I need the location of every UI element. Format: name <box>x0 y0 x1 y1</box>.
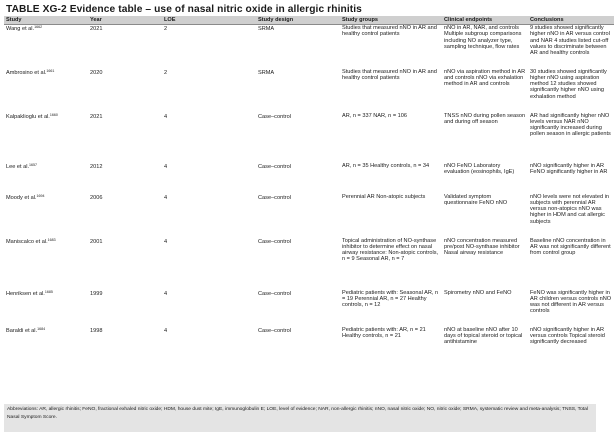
table-row <box>4 163 614 194</box>
study-design-cell: Case–control <box>258 290 291 297</box>
table-row <box>4 113 614 163</box>
loe-cell: 4 <box>164 163 168 170</box>
column-header-loe: LOE <box>162 16 256 25</box>
clinical-endpoints-cell: TNSS nNO during pollen season and during off season <box>444 112 526 125</box>
loe-cell: 4 <box>164 194 168 201</box>
table-title: TABLE XG-2 Evidence table – use of nasal nitric oxide in allergic rhinitis <box>6 4 362 15</box>
conclusions-cell: AR had significantly higher nNO levels versus NAR nNO significantly increased during pollen season in allergic patients <box>530 112 611 138</box>
study-cell <box>4 69 88 113</box>
table-row <box>4 194 614 238</box>
study-design-cell: Case–control <box>258 163 291 170</box>
study-groups-cell: Studies that measured nNO in AR and healthy control patients <box>342 25 437 38</box>
study-author: Henriksen et al. <box>6 290 45 297</box>
loe-cell: 2 <box>164 69 168 76</box>
table-header-row <box>4 16 614 25</box>
clinical-endpoints-cell: nNO at baseline nNO after 10 days of topical steroid or topical antihistamine <box>444 326 523 346</box>
year-cell: 2001 <box>90 238 103 245</box>
study-groups-cell: AR, n = 337 NAR, n = 106 <box>342 112 407 119</box>
study-cell <box>4 238 88 290</box>
study-cell <box>4 290 88 327</box>
year-cell: 2021 <box>90 26 103 32</box>
year-cell: 2021 <box>90 113 103 120</box>
study-reference: 1694 <box>36 193 45 198</box>
column-header-study: Study <box>4 16 88 25</box>
study-cell <box>4 194 88 238</box>
study-author: Lee et al. <box>6 163 30 170</box>
conclusions-cell: nNO significantly higher in AR versus controls Topical steroid significantly decreased <box>530 326 605 346</box>
clinical-endpoints-cell: nNO in AR, NAR, and controls Multiple subgroup comparisons including NO analyzer type, sampling technique, flow rates <box>444 25 522 50</box>
table-row <box>4 290 614 327</box>
study-groups-cell: Studies that measured nNO in AR and healthy control patients <box>342 68 437 81</box>
study-cell <box>4 163 88 194</box>
year-cell: 1999 <box>90 290 103 297</box>
study-reference: 1684 <box>37 326 46 331</box>
loe-cell: 4 <box>164 238 168 245</box>
conclusions-cell: 30 studies showed significantly higher nNO using aspiration method 12 studies showed significantly higher nNO using exhalation method <box>530 68 607 100</box>
study-reference: 1685 <box>44 289 53 294</box>
study-cell <box>4 327 88 359</box>
study-author: Wang et al. <box>6 26 35 32</box>
study-author: Kalpaklioglu et al. <box>6 113 50 120</box>
abbreviations-footnote: Abbreviations: AR, allergic rhinitis; FeNO, fractional exhaled nitric oxide; HDM, house dust mite; IgE, immunoglobulin E; LOE, level of evidence; NAR, non-allergic rhinitis; nNO, nasal nitric oxide; NO, nitric oxide; SRMA, systematic review and meta-analysis; TNSS, Total Nasal Symptom Score. <box>4 404 596 432</box>
conclusions-cell: Baseline nNO concentration in AR was not significantly different from control group <box>530 237 611 257</box>
clinical-endpoints-cell: nNO concentration measured pre/post NO-synthase inhibitor Nasal airway resistance <box>444 237 520 257</box>
clinical-endpoints-cell: Validated symptom questionnaire FeNO nNO <box>444 193 508 206</box>
year-cell: 2020 <box>90 69 103 76</box>
loe-cell: 4 <box>164 113 168 120</box>
column-header-conclusions: Conclusions <box>528 16 614 25</box>
clinical-endpoints-cell: nNO via aspiration method in AR and controls nNO via exhalation method in AR and controls <box>444 68 526 88</box>
year-cell: 1998 <box>90 327 103 334</box>
table-row <box>4 25 614 69</box>
table-row <box>4 327 614 359</box>
study-design-cell: SRMA <box>258 26 275 32</box>
study-author: Baraldi et al. <box>6 327 38 334</box>
study-cell <box>4 113 88 163</box>
study-reference: 1662 <box>34 25 43 29</box>
study-design-cell: Case–control <box>258 113 291 120</box>
table-row <box>4 69 614 113</box>
loe-cell: 4 <box>164 290 168 297</box>
study-design-cell: Case–control <box>258 238 291 245</box>
study-groups-cell: Pediatric patients with: Seasonal AR, n = 19 Perennial AR, n = 27 Healthy controls, n = 12 <box>342 289 439 309</box>
study-groups-cell: Pediatric patients with: AR, n = 21 Healthy controls, n = 21 <box>342 326 426 339</box>
study-author: Maniscalco et al. <box>6 238 48 245</box>
study-reference: 1661 <box>46 68 55 73</box>
study-reference: 1683 <box>47 237 56 242</box>
study-groups-cell: Topical administration of NO-synthase inhibitor to determine effect on nasal airway resistance: Non-atopic controls, n = 9 Seasonal AR, n = 7 <box>342 237 439 263</box>
conclusions-cell: nNO levels were not elevated in subjects with perennial AR versus non-atopics nNO was higher in HDM and cat allergic subjects <box>530 193 609 225</box>
loe-cell: 4 <box>164 327 168 334</box>
study-design-cell: Case–control <box>258 194 291 201</box>
conclusions-cell: nNO significantly higher in AR FeNO significantly higher in AR <box>530 162 608 175</box>
clinical-endpoints-cell: Spirometry nNO and FeNO <box>444 289 512 296</box>
loe-cell: 2 <box>164 26 168 32</box>
study-groups-cell: AR, n = 35 Healthy controls, n = 34 <box>342 162 430 169</box>
conclusions-cell: 9 studies showed significantly higher nNO in AR versus control and NAR 4 studies listed cut-off values to discriminate between AR and healthy controls <box>530 25 610 57</box>
column-header-year: Year <box>88 16 162 25</box>
study-groups-cell: Perennial AR Non-atopic subjects <box>342 193 426 200</box>
study-author: Moody et al. <box>6 194 37 201</box>
conclusions-cell: FeNO was significantly higher in AR children versus controls nNO was not different in AR versus controls <box>530 289 612 315</box>
column-header-clinical-endpoints: Clinical endpoints <box>442 16 528 25</box>
year-cell: 2012 <box>90 163 103 170</box>
study-author: Ambrosino et al. <box>6 69 47 76</box>
study-design-cell: SRMA <box>258 69 275 76</box>
study-design-cell: Case–control <box>258 327 291 334</box>
clinical-endpoints-cell: nNO FeNO Laboratory evaluation (eosinophils, IgE) <box>444 162 515 175</box>
study-cell <box>4 25 88 69</box>
study-reference: 1660 <box>49 112 58 117</box>
column-header-study-groups: Study groups <box>340 16 442 25</box>
evidence-table <box>4 16 614 359</box>
column-header-study-design: Study design <box>256 16 340 25</box>
study-reference: 1657 <box>29 162 38 167</box>
table-row <box>4 238 614 290</box>
year-cell: 2006 <box>90 194 103 201</box>
